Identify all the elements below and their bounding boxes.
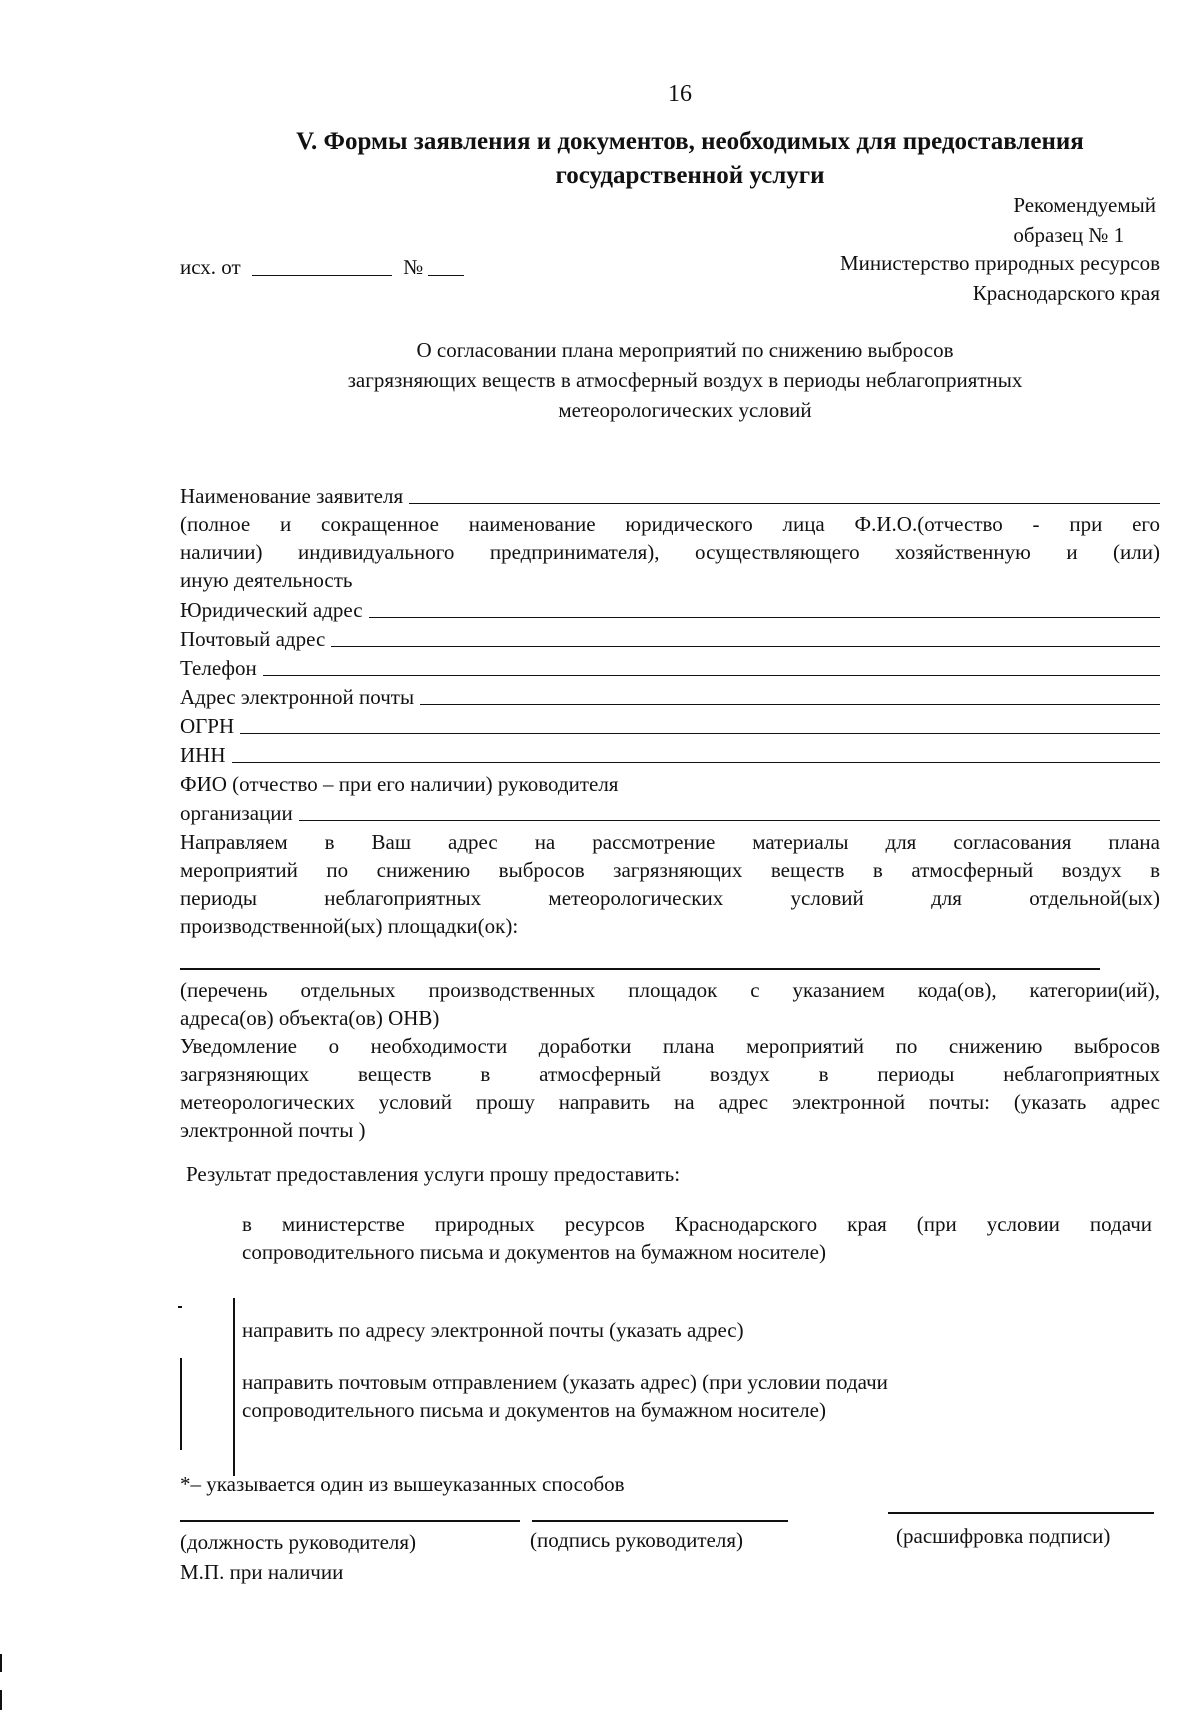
option-post-line2: сопроводительного письма и документов на бумажном носителе) xyxy=(242,1398,826,1422)
legal-address-field[interactable] xyxy=(180,596,1160,624)
sites-hint-line2: адреса(ов) объекта(ов) ОНВ) xyxy=(180,1006,440,1030)
stamp-note: М.П. при наличии xyxy=(180,1560,344,1584)
option-post-line1: направить почтовым отправлением (указать адрес) (при условии подачи xyxy=(242,1370,888,1394)
head-name-label-line2: организации xyxy=(180,801,293,825)
footnote: *– указывается один из вышеуказанных способов xyxy=(180,1472,625,1496)
phone-field[interactable] xyxy=(180,654,1160,682)
sign-signature-label: (подпись руководителя) xyxy=(530,1528,744,1552)
position-blank[interactable] xyxy=(180,1520,520,1522)
result-heading: Результат предоставления услуги прошу предоставить: xyxy=(186,1162,681,1186)
option-ministry-line2: сопроводительного письма и документов на бумажном носителе) xyxy=(242,1240,826,1264)
outgoing-number-sign: № xyxy=(403,255,424,279)
sites-blank[interactable] xyxy=(180,968,1100,970)
request-line1: Направляем в Ваш адрес на рассмотрение материалы для согласования плана xyxy=(180,830,1160,854)
option-post[interactable] xyxy=(242,1368,888,1424)
email-blank[interactable] xyxy=(420,704,1160,705)
head-name-label-line1: ФИО (отчество – при его наличии) руководителя xyxy=(180,772,619,796)
recipient-line2: Краснодарского края xyxy=(972,281,1160,305)
applicant-name-field[interactable] xyxy=(180,482,1160,510)
applicant-hint-line3: иную деятельность xyxy=(180,568,353,592)
sample-label-line1: Рекомендуемый xyxy=(1013,193,1156,217)
notice-line4: электронной почты ) xyxy=(180,1118,366,1142)
section-title-line2: государственной услуги xyxy=(555,162,825,189)
subject-line3: метеорологических условий xyxy=(558,398,812,422)
inn-field[interactable] xyxy=(180,741,1160,769)
inn-blank[interactable] xyxy=(232,762,1161,763)
ogrn-field[interactable] xyxy=(180,712,1160,740)
legal-address-blank[interactable] xyxy=(369,617,1160,618)
options-box-right-bar xyxy=(233,1298,235,1476)
option-ministry-line1: в министерстве природных ресурсов Краснодарского края (при условии подачи xyxy=(242,1212,1152,1236)
sign-decoding-label: (расшифровка подписи) xyxy=(896,1524,1111,1548)
subject xyxy=(200,335,1170,425)
sites-hint xyxy=(180,976,1160,1032)
outgoing-prefix: исх. от xyxy=(180,255,241,279)
option-ministry[interactable] xyxy=(242,1210,1152,1266)
recipient-line1: Министерство природных ресурсов xyxy=(839,251,1160,275)
applicant-hint-line2: наличии) индивидуального предпринимателя), осуществляющего хозяйственную и (или) xyxy=(180,540,1160,564)
subject-line1: О согласовании плана мероприятий по снижению выбросов xyxy=(416,338,954,362)
ogrn-blank[interactable] xyxy=(240,733,1160,734)
request-line4: производственной(ых) площадки(ок): xyxy=(180,914,519,938)
postal-address-blank[interactable] xyxy=(331,646,1160,647)
notice-line3: метеорологических условий прошу направить на адрес электронной почты: (указать адрес xyxy=(180,1090,1160,1114)
sample-label xyxy=(1013,190,1156,250)
recipient xyxy=(840,248,1160,308)
legal-address-label: Юридический адрес xyxy=(180,598,363,622)
options-box-mark xyxy=(178,1306,182,1308)
email-field[interactable] xyxy=(180,683,1160,711)
head-name-field[interactable] xyxy=(180,799,1160,827)
option-email[interactable]: направить по адресу электронной почты (указать адрес) xyxy=(242,1318,744,1342)
request-line2: мероприятий по снижению выбросов загрязняющих веществ в атмосферный воздух в xyxy=(180,858,1160,882)
sign-position-label: (должность руководителя) xyxy=(180,1530,417,1554)
phone-blank[interactable] xyxy=(263,675,1160,676)
page-number: 16 xyxy=(668,81,692,107)
notice-line1: Уведомление о необходимости доработки плана мероприятий по снижению выбросов xyxy=(180,1034,1160,1058)
applicant-name-label: Наименование заявителя xyxy=(180,484,404,508)
email-label: Адрес электронной почты xyxy=(180,685,415,709)
outgoing-date-blank[interactable] xyxy=(252,257,392,276)
request-line3: периоды неблагоприятных метеорологических условий для отдельной(ых) xyxy=(180,886,1160,910)
ogrn-label: ОГРН xyxy=(180,714,235,738)
sites-hint-line1: (перечень отдельных производственных площадок с указанием кода(ов), категории(ий), xyxy=(180,978,1160,1002)
decoding-blank[interactable] xyxy=(888,1512,1154,1514)
applicant-name-blank[interactable] xyxy=(409,503,1160,504)
notice-line2: загрязняющих веществ в атмосферный воздух в периоды неблагоприятных xyxy=(180,1062,1160,1086)
outgoing-ref xyxy=(180,253,464,281)
phone-label: Телефон xyxy=(180,656,257,680)
scan-edge-mark-1 xyxy=(0,1654,2,1672)
sample-label-line2: образец № 1 xyxy=(1013,223,1125,247)
scan-edge-mark-2 xyxy=(0,1690,2,1710)
outgoing-number-blank[interactable] xyxy=(428,257,464,276)
options-box-left-bar xyxy=(180,1358,182,1450)
postal-address-field[interactable] xyxy=(180,625,1160,653)
signature-blank[interactable] xyxy=(532,1520,788,1522)
section-title-line1: V. Формы заявления и документов, необходимых для предоставления xyxy=(296,128,1084,155)
applicant-hint-line1: (полное и сокращенное наименование юридического лица Ф.И.О.(отчество - при его xyxy=(180,512,1160,536)
inn-label: ИНН xyxy=(180,743,226,767)
head-name-blank[interactable] xyxy=(299,820,1160,821)
section-title xyxy=(230,125,1150,193)
subject-line2: загрязняющих веществ в атмосферный воздух в периоды неблагоприятных xyxy=(347,368,1023,392)
notice-paragraph xyxy=(180,1032,1160,1144)
applicant-hint xyxy=(180,510,1160,594)
request-paragraph xyxy=(180,828,1160,940)
postal-address-label: Почтовый адрес xyxy=(180,627,326,651)
